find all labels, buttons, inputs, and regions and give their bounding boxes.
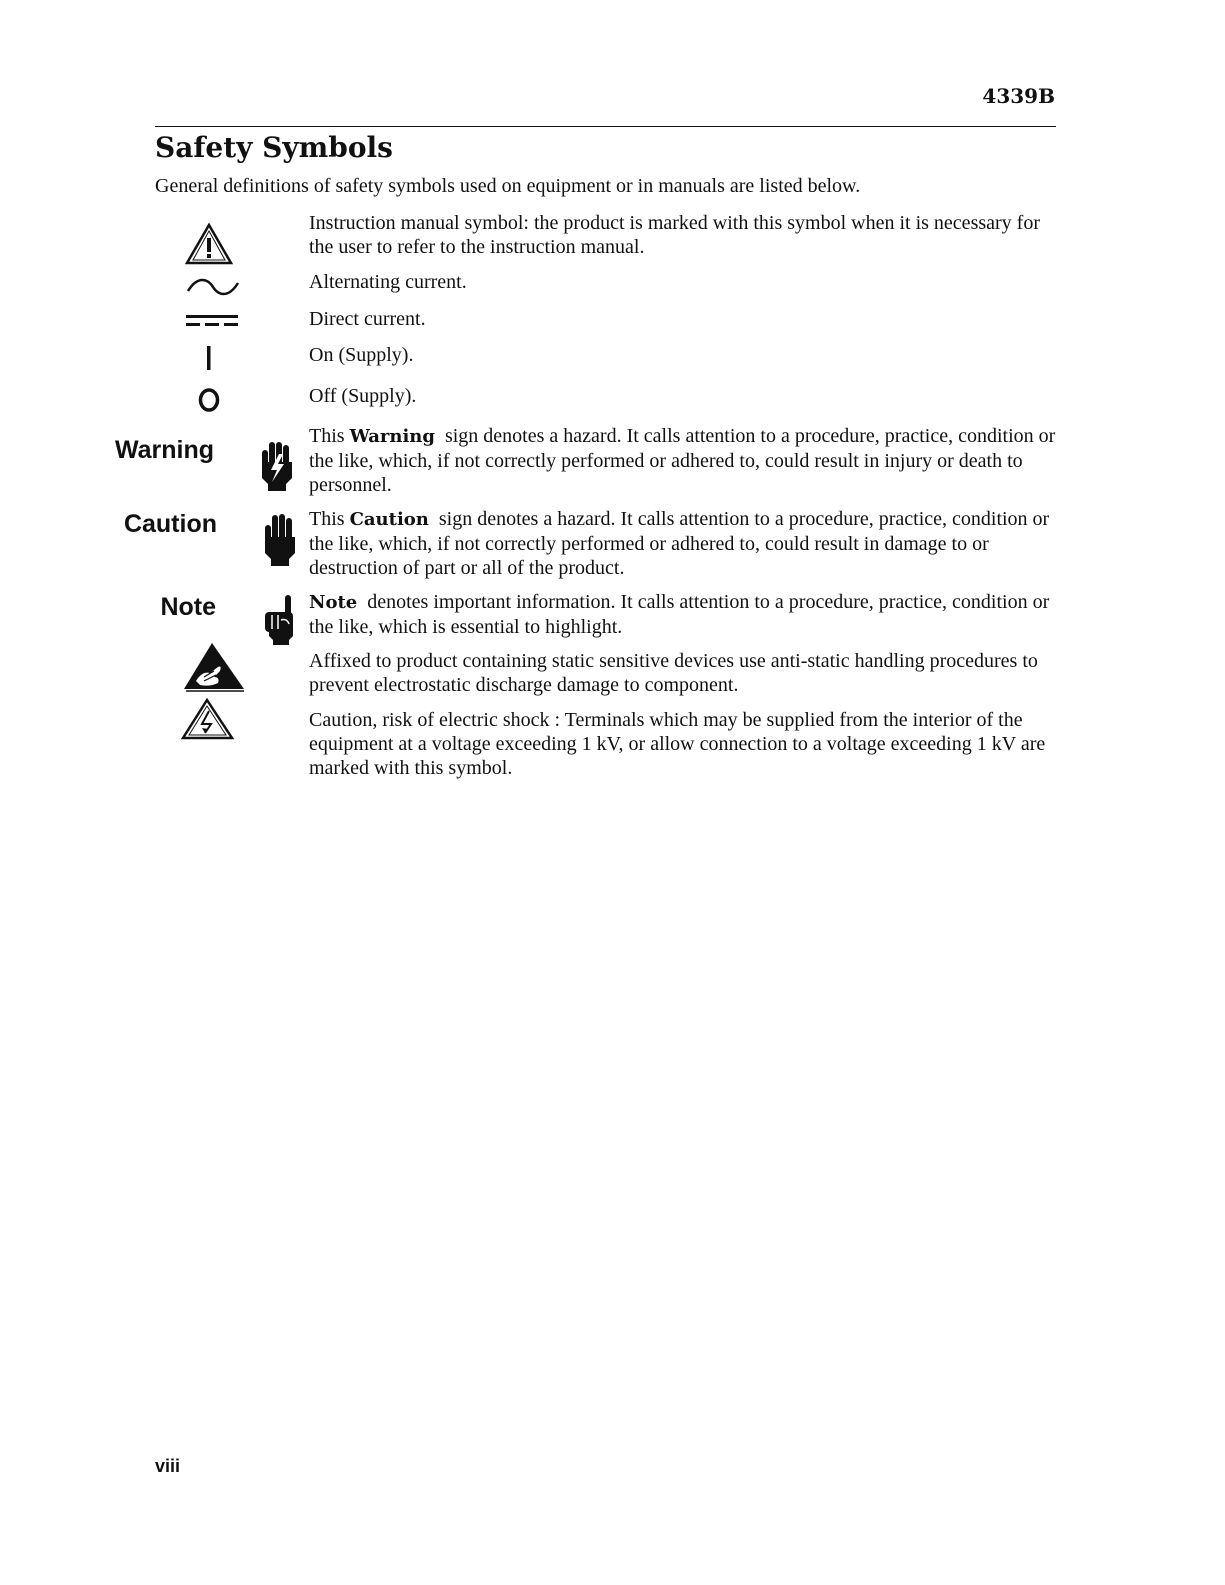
- note-pointing-hand-icon: [263, 594, 297, 646]
- instruction-manual-triangle-icon: [184, 222, 234, 266]
- esd-static-sensitive-icon: [182, 641, 246, 693]
- caution-keyword: Caution: [349, 509, 429, 530]
- caution-description: This Caution sign denotes a hazard. It calls attention to a procedure, practice, condition or the like, which, if not correctly performed or adhered to, could result in damage to or destruction of part or all of the product.: [309, 508, 1050, 579]
- direct-current-icon: [184, 312, 240, 330]
- alternating-current-icon: [186, 277, 240, 297]
- direct-current-description: Direct current.: [309, 308, 426, 330]
- off-supply-icon: [197, 386, 223, 414]
- on-supply-icon: [203, 345, 215, 371]
- intro-text: General definitions of safety symbols used on equipment or in manuals are listed below.: [155, 175, 861, 197]
- warning-keyword: Warning: [349, 426, 435, 447]
- warning-label: Warning: [114, 436, 214, 464]
- instruction-manual-description: Instruction manual symbol: the product is marked with this symbol when it is necessary for the user to refer to the instruction manual.: [309, 212, 1040, 258]
- note-keyword: Note: [309, 592, 358, 613]
- note-label: Note: [160, 593, 216, 621]
- warning-hand-icon: [259, 440, 295, 492]
- electric-shock-triangle-icon: [181, 697, 235, 741]
- page-number: viii: [155, 1456, 181, 1476]
- page-title: Safety Symbols: [155, 131, 393, 164]
- on-supply-description: On (Supply).: [309, 344, 414, 366]
- caution-hand-icon: [263, 513, 297, 567]
- header-rule: [155, 126, 1056, 127]
- electric-shock-description: Caution, risk of electric shock : Terminals which may be supplied from the interior of the equipment at a voltage exceeding 1 kV, or allow connection to a voltage exceeding 1 kV are marked with this symbol.: [309, 709, 1046, 779]
- header-model-number: 4339B: [982, 84, 1055, 108]
- off-supply-description: Off (Supply).: [309, 385, 417, 407]
- esd-description: Affixed to product containing static sensitive devices use anti-static handling procedures to prevent electrostatic discharge damage to component.: [309, 650, 1038, 696]
- warning-description: This Warning sign denotes a hazard. It calls attention to a procedure, practice, condition or the like, which, if not correctly performed or adhered to, could result in injury or death to personnel.: [309, 425, 1056, 496]
- caution-label: Caution: [123, 510, 217, 538]
- alternating-current-description: Alternating current.: [309, 271, 467, 293]
- note-description: Note denotes important information. It calls attention to a procedure, practice, condition or the like, which is essential to highlight.: [309, 591, 1050, 638]
